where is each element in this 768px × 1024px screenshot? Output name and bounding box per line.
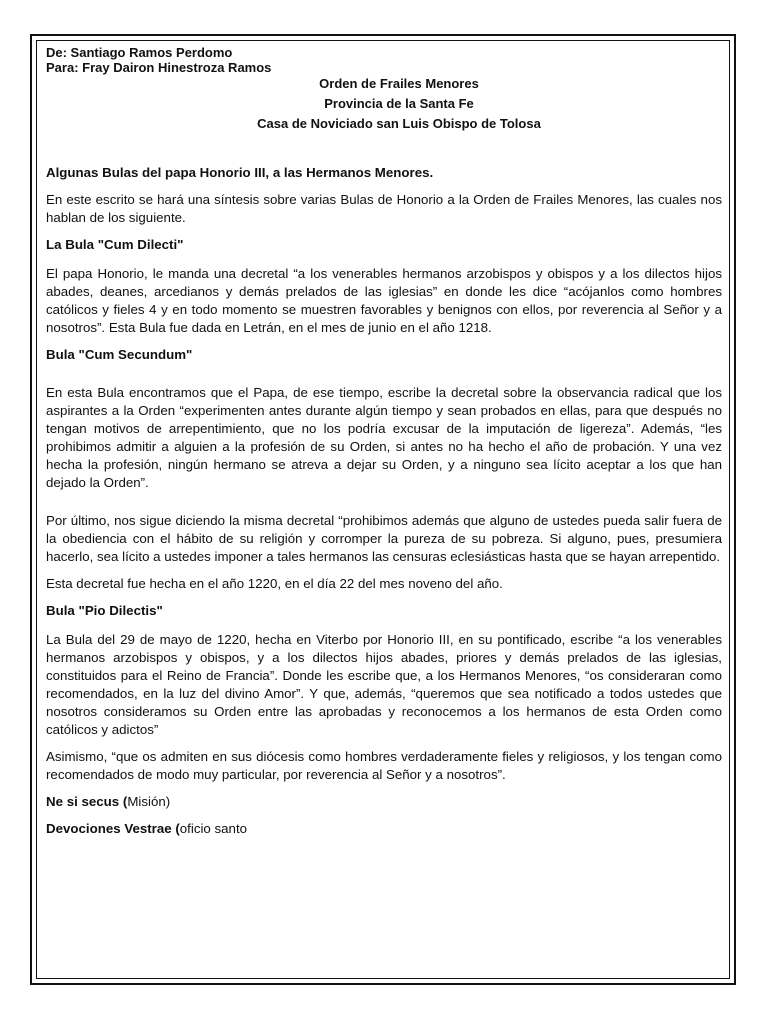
recipient-line: Para: Fray Dairon Hinestroza Ramos [46,60,272,75]
section-paragraph: Por último, nos sigue diciendo la misma decretal “prohibimos además que alguno de ustedes pueda salir fuera de la obediencia con el hábito de su religión y corromper la pureza de su pobreza. Si alguno, pues, presumiera hacerlo, sea lícito a ustedes imponer a tales hermanos las censuras eclesiásticas hasta que se hayan arrepentido. [46,513,722,564]
document-body [46,45,722,838]
section-paragraph: El papa Honorio, le manda una decretal “a los venerables hermanos arzobispos y obispos y a los dilectos hijos abades, deanes, arcedianos y demás prelados de las iglesias” en donde les dice “acójanlos como hombres católicos y fieles 4 y en todo momento se muestren favorables y benignos con ellos, por reverencia al Señor y a nosotros”. Esta Bula fue dada en Letrán, en el mes de junio en el año 1218. [46,266,722,335]
closing-line-mision [46,793,722,811]
org-line-house: Casa de Noviciado san Luis Obispo de Tolosa [257,116,541,131]
closing-normal: Misión) [127,794,171,809]
section-cum-dilecti [46,236,722,337]
section-heading: Bula "Cum Secundum" [46,347,193,362]
organization-block [46,74,722,134]
letter-header [46,45,722,134]
closing-bold: Ne si secus ( [46,794,128,809]
section-paragraph: En esta Bula encontramos que el Papa, de ese tiempo, escribe la decretal sobre la observancia radical que los aspirantes a la Orden “experimenten antes durante algún tiempo y sean probados en ellas, para que después no tengan motivos de arrepentimiento, que no los podría excusar de la imputación de ligereza”. Además, “les prohibimos admitir a alguien a la profesión de su Orden, si antes no ha hecho el año de probación. Y una vez hecha la profesión, ningún hermano se atreva a dejar su Orden, y a ninguno sea lícito aceptar a los que han dejado la Orden”. [46,385,722,490]
closing-line-oficio [46,820,722,838]
section-pio-dilectis [46,602,722,784]
section-heading: Bula "Pio Dilectis" [46,603,163,618]
org-line-order: Orden de Frailes Menores [319,76,479,91]
closing-normal: oficio santo [179,821,248,836]
closing-bold: Devociones Vestrae ( [46,821,180,836]
section-heading: La Bula "Cum Dilecti" [46,237,184,252]
section-paragraph: Asimismo, “que os admiten en sus diócesis como hombres verdaderamente fieles y religiosos, y los tengan como recomendados de modo muy particular, por reverencia al Señor y a nosotros”. [46,749,722,782]
document-title: Algunas Bulas del papa Honorio III, a las Hermanos Menores. [46,165,434,180]
section-paragraph: La Bula del 29 de mayo de 1220, hecha en Viterbo por Honorio III, en su pontificado, escribe “a los venerables hermanos arzobispos y obispos, y a los dilectos hijos abades, priores y demás prelados de las iglesias, constituidos para el Reino de Francia”. Donde les escribe que, a los Hermanos Menores, “os consideraran como recomendados, en la luz del divino Amor”. Y que, además, “queremos que sea notificado a todos ustedes que nosotros consideramos su Orden entre las aprobadas y reconocemos a los hermanos de esta Orden como católicos y adictos” [46,632,722,737]
intro-paragraph: En este escrito se hará una síntesis sobre varias Bulas de Honorio a la Orden de Frailes Menores, las cuales nos hablan de los siguiente. [46,192,722,225]
section-paragraph: Esta decretal fue hecha en el año 1220, en el día 22 del mes noveno del año. [46,576,503,591]
section-cum-secundum [46,346,722,593]
sender-line: De: Santiago Ramos Perdomo [46,45,233,60]
org-line-province: Provincia de la Santa Fe [324,96,474,111]
